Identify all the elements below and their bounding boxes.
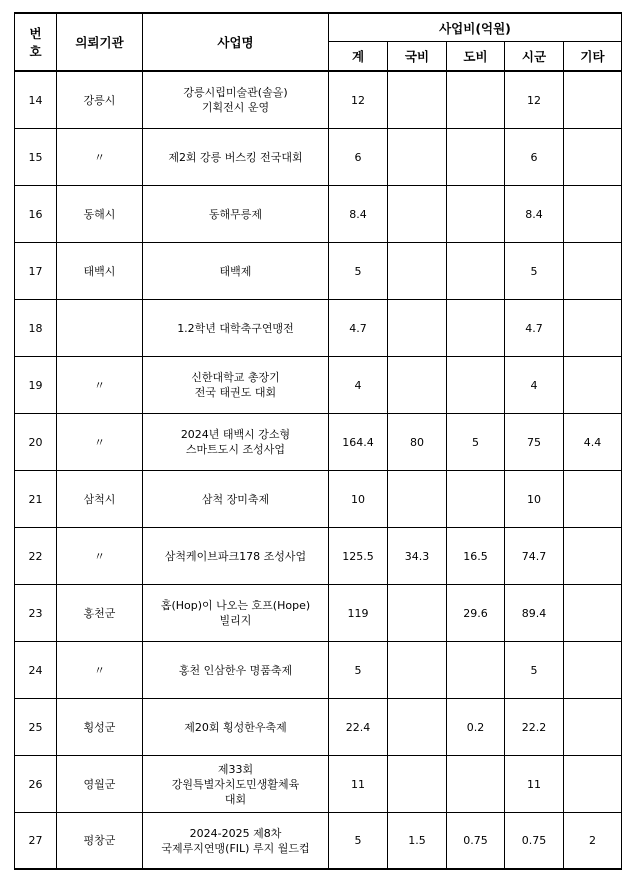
cell-org: 강릉시 [57, 71, 143, 129]
header-no: 번 호 [15, 13, 57, 71]
cell-no: 18 [15, 300, 57, 357]
cell-provincial: 0.75 [447, 813, 505, 870]
header-name: 사업명 [143, 13, 329, 71]
cell-no: 20 [15, 414, 57, 471]
table-header [15, 13, 622, 71]
header-org: 의뢰기관 [57, 13, 143, 71]
cell-provincial [447, 300, 505, 357]
cell-city: 12 [505, 71, 564, 129]
cell-name: 홍천 인삼한우 명품축제 [143, 642, 329, 699]
cell-etc [564, 300, 622, 357]
cell-name: 신한대학교 총장기 전국 태권도 대회 [143, 357, 329, 414]
cell-provincial [447, 642, 505, 699]
cell-provincial: 16.5 [447, 528, 505, 585]
table-row [15, 585, 622, 642]
cell-total: 5 [329, 813, 388, 870]
header-etc: 기타 [564, 42, 622, 72]
cell-city: 75 [505, 414, 564, 471]
table-row [15, 414, 622, 471]
cell-etc [564, 357, 622, 414]
cell-etc [564, 756, 622, 813]
cell-org: 〃 [57, 528, 143, 585]
cell-org: 삼척시 [57, 471, 143, 528]
cell-name: 강릉시립미술관(솔올) 기획전시 운영 [143, 71, 329, 129]
cell-org [57, 300, 143, 357]
cell-provincial [447, 129, 505, 186]
cell-provincial: 5 [447, 414, 505, 471]
cell-national [388, 471, 447, 528]
cell-total: 8.4 [329, 186, 388, 243]
cell-name: 2024년 태백시 강소형 스마트도시 조성사업 [143, 414, 329, 471]
cell-city: 5 [505, 642, 564, 699]
cell-city: 4.7 [505, 300, 564, 357]
cell-national [388, 71, 447, 129]
cell-provincial: 0.2 [447, 699, 505, 756]
cell-no: 15 [15, 129, 57, 186]
cell-no: 26 [15, 756, 57, 813]
cell-provincial [447, 186, 505, 243]
cell-national [388, 129, 447, 186]
cell-national [388, 756, 447, 813]
cell-name: 태백제 [143, 243, 329, 300]
cell-national [388, 243, 447, 300]
table-row [15, 357, 622, 414]
cell-etc [564, 471, 622, 528]
cell-national [388, 585, 447, 642]
cell-city: 10 [505, 471, 564, 528]
table-row [15, 528, 622, 585]
cell-org: 〃 [57, 357, 143, 414]
header-provincial: 도비 [447, 42, 505, 72]
cell-city: 74.7 [505, 528, 564, 585]
cell-etc [564, 528, 622, 585]
cell-org: 횡성군 [57, 699, 143, 756]
table-row [15, 129, 622, 186]
cell-no: 27 [15, 813, 57, 870]
cell-provincial [447, 243, 505, 300]
cell-national: 34.3 [388, 528, 447, 585]
cell-no: 25 [15, 699, 57, 756]
cell-national [388, 300, 447, 357]
cell-org: 〃 [57, 414, 143, 471]
cell-national [388, 357, 447, 414]
cell-total: 22.4 [329, 699, 388, 756]
cell-city: 0.75 [505, 813, 564, 870]
cell-national [388, 186, 447, 243]
cell-no: 22 [15, 528, 57, 585]
cell-no: 21 [15, 471, 57, 528]
table-row [15, 642, 622, 699]
table-body [15, 71, 622, 869]
cell-total: 11 [329, 756, 388, 813]
cell-city: 22.2 [505, 699, 564, 756]
cell-city: 6 [505, 129, 564, 186]
cell-total: 4.7 [329, 300, 388, 357]
cell-total: 125.5 [329, 528, 388, 585]
cell-provincial [447, 357, 505, 414]
cell-no: 17 [15, 243, 57, 300]
cell-national [388, 699, 447, 756]
cell-etc: 2 [564, 813, 622, 870]
cell-total: 10 [329, 471, 388, 528]
cell-national: 80 [388, 414, 447, 471]
cell-no: 24 [15, 642, 57, 699]
cell-no: 19 [15, 357, 57, 414]
cell-name: 제33회 강원특별자치도민생활체육 대회 [143, 756, 329, 813]
cell-org: 평창군 [57, 813, 143, 870]
cell-national: 1.5 [388, 813, 447, 870]
cell-city: 11 [505, 756, 564, 813]
cell-no: 23 [15, 585, 57, 642]
cell-name: 제2회 강릉 버스킹 전국대회 [143, 129, 329, 186]
cell-org: 동해시 [57, 186, 143, 243]
cell-etc [564, 186, 622, 243]
cell-provincial [447, 71, 505, 129]
cell-name: 삼척케이브파크178 조성사업 [143, 528, 329, 585]
cell-total: 5 [329, 642, 388, 699]
cell-total: 164.4 [329, 414, 388, 471]
table-row [15, 813, 622, 870]
table-row [15, 756, 622, 813]
table-row [15, 186, 622, 243]
cell-etc [564, 129, 622, 186]
header-budget: 사업비(억원) [329, 13, 622, 42]
header-total: 계 [329, 42, 388, 72]
cell-total: 4 [329, 357, 388, 414]
cell-etc [564, 243, 622, 300]
cell-org: 홍천군 [57, 585, 143, 642]
cell-etc [564, 71, 622, 129]
cell-org: 태백시 [57, 243, 143, 300]
table-row [15, 243, 622, 300]
cell-no: 14 [15, 71, 57, 129]
cell-provincial [447, 471, 505, 528]
cell-name: 삼척 장미축제 [143, 471, 329, 528]
cell-org: 〃 [57, 129, 143, 186]
table-row [15, 699, 622, 756]
table-row [15, 300, 622, 357]
cell-name: 2024-2025 제8차 국제루지연맹(FIL) 루지 월드컵 [143, 813, 329, 870]
cell-total: 5 [329, 243, 388, 300]
cell-org: 〃 [57, 642, 143, 699]
cell-provincial: 29.6 [447, 585, 505, 642]
cell-city: 5 [505, 243, 564, 300]
cell-etc [564, 642, 622, 699]
cell-name: 1.2학년 대학축구연맹전 [143, 300, 329, 357]
cell-national [388, 642, 447, 699]
cell-city: 8.4 [505, 186, 564, 243]
cell-total: 12 [329, 71, 388, 129]
cell-total: 119 [329, 585, 388, 642]
cell-org: 영월군 [57, 756, 143, 813]
cell-provincial [447, 756, 505, 813]
cell-no: 16 [15, 186, 57, 243]
table-row [15, 471, 622, 528]
cell-name: 동해무릉제 [143, 186, 329, 243]
budget-table [14, 12, 622, 870]
cell-city: 4 [505, 357, 564, 414]
cell-etc [564, 699, 622, 756]
cell-name: 홉(Hop)이 나오는 호프(Hope) 빌리지 [143, 585, 329, 642]
cell-total: 6 [329, 129, 388, 186]
table-row [15, 71, 622, 129]
cell-name: 제20회 횡성한우축제 [143, 699, 329, 756]
cell-etc: 4.4 [564, 414, 622, 471]
header-city: 시군 [505, 42, 564, 72]
cell-etc [564, 585, 622, 642]
cell-city: 89.4 [505, 585, 564, 642]
header-national: 국비 [388, 42, 447, 72]
